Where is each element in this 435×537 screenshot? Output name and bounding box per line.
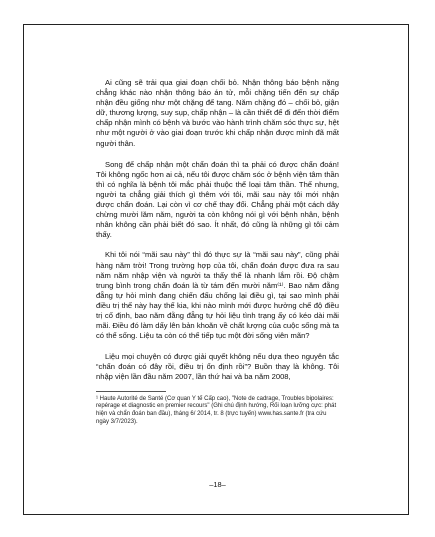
page-number: –18– bbox=[209, 480, 226, 489]
footnote: ¹ Haute Autorité de Santé (Cơ quan Y tế Cấp cao), "Note de cadrage, Troubles bipolaires: repérage et diagnostic en premier recours" (Ghi chú định hướng, Rối loạn lưỡng cực: phát hiện và chẩn đoán ban đầu), tháng 6/ 2014, tr. 8 (trực tuyến) www.has.sante.fr (tra cứu ngày 3/7/2023). bbox=[96, 395, 337, 426]
footnote-divider bbox=[96, 391, 166, 392]
page-body bbox=[96, 78, 339, 427]
paragraph-2: Song để chấp nhận một chẩn đoán thì ta phải có được chẩn đoán! Tôi không ngốc hơn ai cả, nếu tôi được chăm sóc ở bệnh viện tâm thần thì có nghĩa là bệnh tôi mắc phải thuộc thể loại tâm thần. Thế nhưng, người ta chẳng giải thích gì thêm với tôi, mãi sau này tôi mới nhận được chẩn đoán. Lại còn vì cơ chế thay đổi. Chẳng phải một cách dây chừng mười lăm năm, người ta còn không nói gì với bệnh nhân, bệnh nhân không cần phải biết đó sao. Ít nhất, đó cũng là những gì tôi cảm thấy. bbox=[96, 159, 339, 240]
paragraph-3: Khi tôi nói “mãi sau này” thì đó thực sự là “mãi sau này”, cũng phải hàng năm trời! Trong trường hợp của tôi, chẩn đoán được đưa ra sau năm năm nhập viện và người ta thấy thế là nhanh lắm rồi. Độ chậm trung bình trong chẩn đoán là từ tám đến mười năm⁽¹⁾. Bao năm đằng đẵng tự hỏi mình đang chiến đấu chống lại điều gì, tại sao mình phải điều trị thế này hay thế kia, khi nào mình mới được hưởng chế độ điều trị cố định, bao năm đằng đẵng tự hỏi liệu tình trạng ấy có kéo dài mãi mãi. Điều đó làm dấy lên bản khoăn về chất lượng của cuộc sống mà ta có thể sống. Liệu ta còn có thể tiếp tục một đời sống viên mãn? bbox=[96, 250, 339, 341]
paragraph-1: Ai cũng sẽ trải qua giai đoạn chối bỏ. Nhận thông báo bệnh nặng chẳng khác nào nhận thông báo án tử, mỗi chặng tiến đến sự chấp nhận đều giống như một chặng để tang. Năm chặng đó – chối bỏ, giận dữ, thương lượng, suy sụp, chấp nhận – là cần thiết để đi đến thời điểm chấp nhận mình có bệnh và bước vào hành trình chăm sóc thực sự, hệt như một người ở vào giai đoạn trước khi chấp nhận được mình đã mất người thân. bbox=[96, 78, 339, 148]
paragraph-4: Liệu mọi chuyện có được giải quyết không nếu dựa theo nguyên tắc “chẩn đoán có đây rồi, điều trị ổn định rồi”? Buồn thay là không. Tôi nhập viện lần đầu năm 2007, lần thứ hai và ba năm 2008, bbox=[96, 352, 339, 382]
